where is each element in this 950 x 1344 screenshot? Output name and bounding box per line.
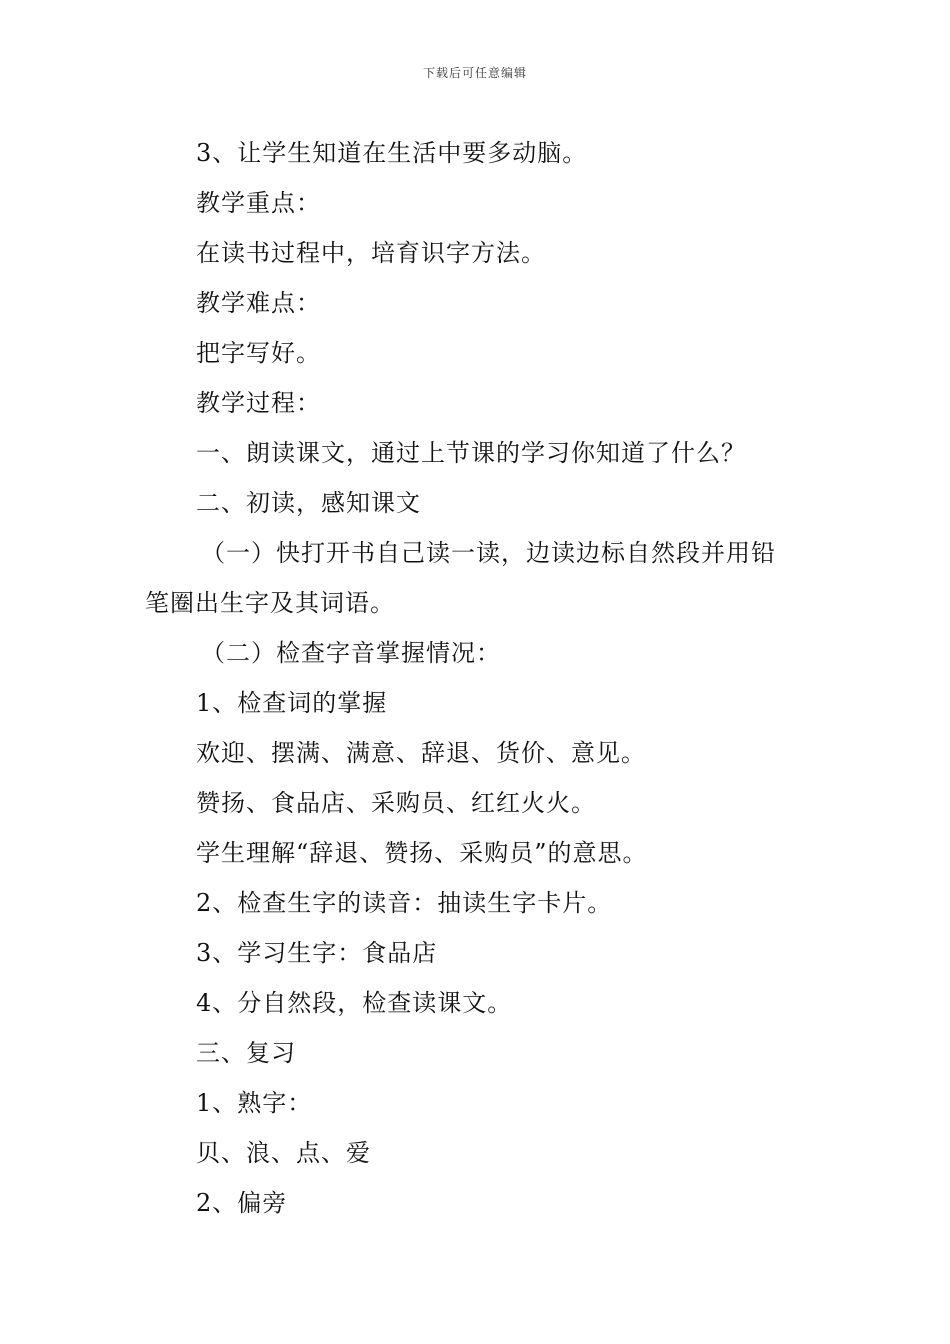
substep-one-continued: 笔圈出生字及其词语。: [145, 589, 395, 617]
heading-difficulties: 教学难点：: [196, 289, 321, 317]
heading-key-points: 教学重点：: [196, 189, 321, 217]
item-check-words: 1、检查词的掌握: [196, 689, 388, 717]
document-body: [145, 128, 810, 1228]
step-two: 二、初读，感知课文: [196, 489, 421, 517]
familiar-character-list: 贝、浪、点、爱: [196, 1139, 371, 1167]
substep-two: （二）检查字音掌握情况：: [201, 639, 501, 667]
step-three: 三、复习: [196, 1039, 296, 1067]
paragraph-key-points: 在读书过程中，培育识字方法。: [196, 239, 546, 267]
item-radicals: 2、偏旁: [196, 1189, 288, 1217]
item-learn-characters: 3、学习生字：食品店: [196, 939, 438, 967]
heading-process: 教学过程：: [196, 389, 321, 417]
item-check-pronunciation: 2、检查生字的读音：抽读生字卡片。: [196, 889, 613, 917]
substep-one: （一）快打开书自己读一读，边读边标自然段并用铅: [201, 539, 776, 567]
paragraph-objective-3: 3、让学生知道在生活中要多动脑。: [196, 139, 588, 167]
step-one: 一、朗读课文，通过上节课的学习你知道了什么？: [196, 439, 746, 467]
page-header: 下载后可任意编辑: [422, 66, 527, 80]
word-meaning: 学生理解“辞退、赞扬、采购员”的意思。: [196, 839, 648, 867]
word-list-1: 欢迎、摆满、满意、辞退、货价、意见。: [196, 739, 646, 767]
paragraph-difficulties: 把字写好。: [196, 339, 321, 367]
item-paragraphs: 4、分自然段，检查读课文。: [196, 989, 513, 1017]
item-familiar-characters: 1、熟字：: [196, 1089, 313, 1117]
word-list-2: 赞扬、食品店、采购员、红红火火。: [196, 789, 596, 817]
